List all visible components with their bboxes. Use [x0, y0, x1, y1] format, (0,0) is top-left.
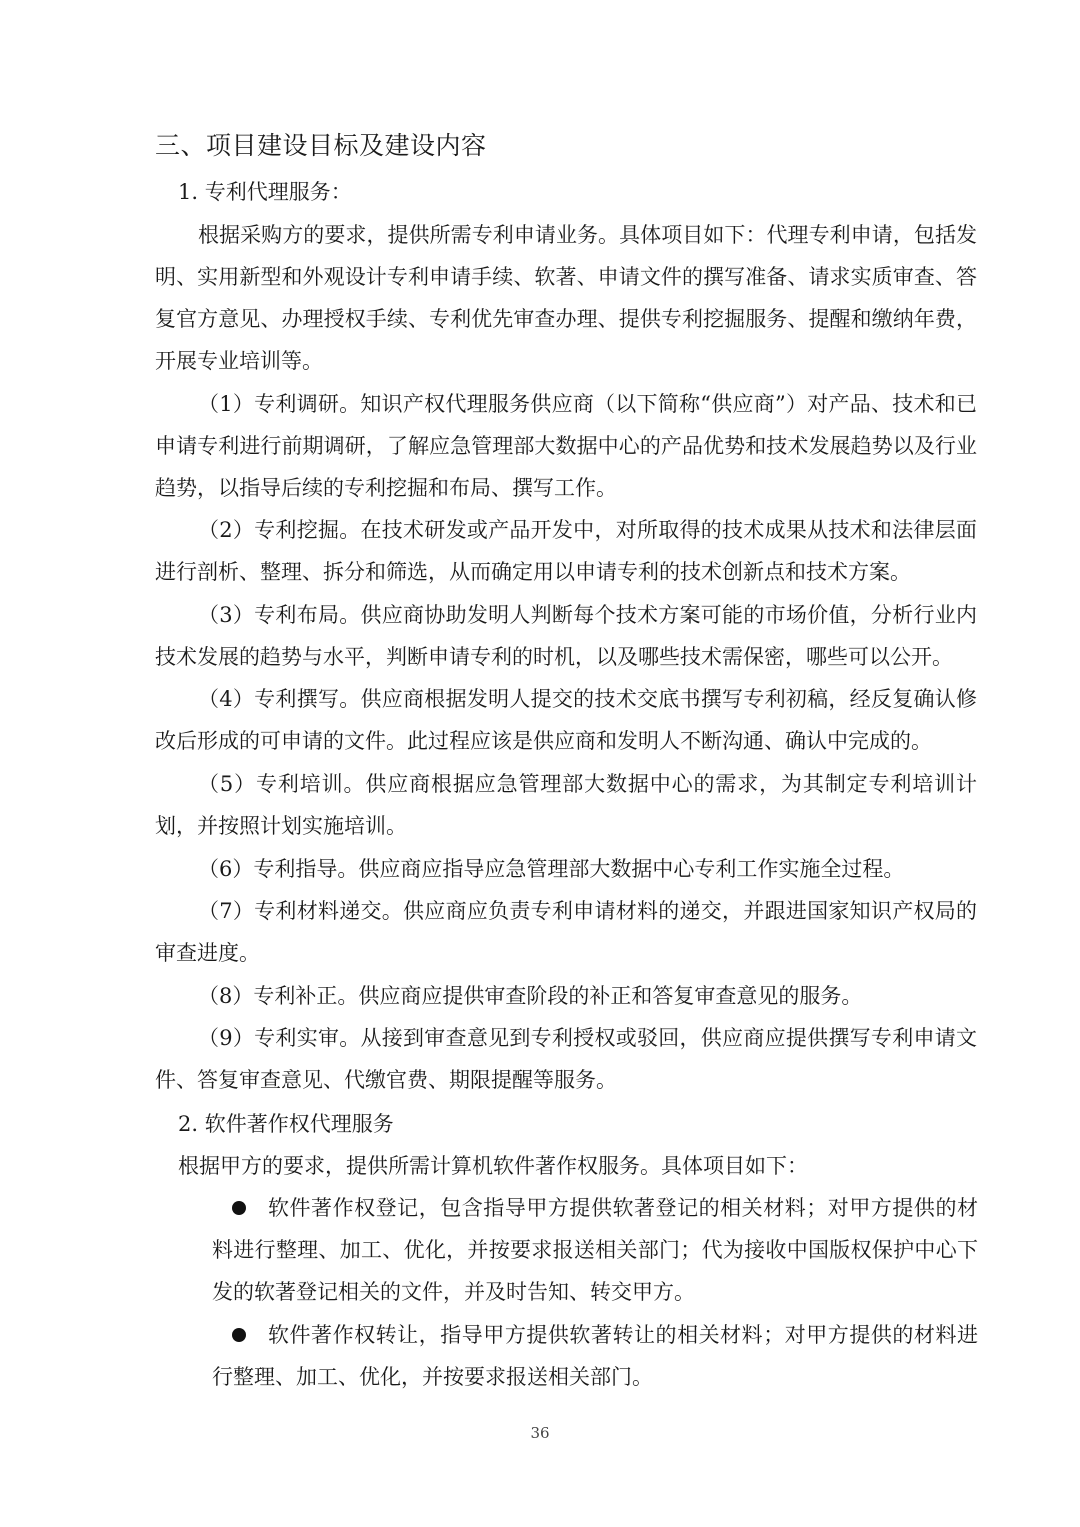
- bullet-item-1: 软件著作权登记，包含指导甲方提供软著登记的相关材料；对甲方提供的材料进行整理、加工、优化，并按要求报送相关部门；代为接收中国版权保护中心下发的软著登记相关的文件，并及时告知、转交甲方。: [212, 1196, 978, 1304]
- section1-intro: 根据采购方的要求，提供所需专利申请业务。具体项目如下：代理专利申请，包括发明、实用新型和外观设计专利申请手续、软著、申请文件的撰写准备、请求实质审查、答复官方意见、办理授权手续、专利优先审查办理、提供专利挖掘服务、提醒和缴纳年费，开展专业培训等。: [155, 223, 977, 373]
- paragraph-item-3: （3）专利布局。供应商协助发明人判断每个技术方案可能的市场价值，分析行业内技术发展的趋势与水平，判断申请专利的时机，以及哪些技术需保密，哪些可以公开。: [155, 603, 977, 669]
- section-heading: 三、项目建设目标及建设内容: [155, 131, 487, 160]
- paragraph-item-5: （5）专利培训。供应商根据应急管理部大数据中心的需求，为其制定专利培训计划，并按照计划实施培训。: [155, 772, 977, 838]
- paragraph-item-4: （4）专利撰写。供应商根据发明人提交的技术交底书撰写专利初稿，经反复确认修改后形成的可申请的文件。此过程应该是供应商和发明人不断沟通、确认中完成的。: [155, 687, 977, 753]
- paragraph-item-8: （8）专利补正。供应商应提供审查阶段的补正和答复审查意见的服务。: [198, 984, 863, 1008]
- paragraph-item-7: （7）专利材料递交。供应商应负责专利申请材料的递交，并跟进国家知识产权局的审查进度。: [155, 899, 977, 965]
- bullet-item-2: 软件著作权转让，指导甲方提供软著转让的相关材料；对甲方提供的材料进行整理、加工、优化，并按要求报送相关部门。: [212, 1323, 978, 1389]
- section2-title: 2. 软件著作权代理服务: [178, 1112, 394, 1136]
- section1-title: 1. 专利代理服务：: [178, 180, 352, 204]
- section2-intro: 根据甲方的要求，提供所需计算机软件著作权服务。具体项目如下：: [178, 1154, 808, 1178]
- page-number: 36: [530, 1424, 550, 1442]
- paragraph-item-9: （9）专利实审。从接到审查意见到专利授权或驳回，供应商应提供撰写专利申请文件、答复审查意见、代缴官费、期限提醒等服务。: [155, 1026, 977, 1092]
- paragraph-item-1: （1）专利调研。知识产权代理服务供应商（以下简称“供应商”）对产品、技术和已申请专利进行前期调研，了解应急管理部大数据中心的产品优势和技术发展趋势以及行业趋势，以指导后续的专利挖掘和布局、撰写工作。: [155, 392, 977, 500]
- paragraph-item-6: （6）专利指导。供应商应指导应急管理部大数据中心专利工作实施全过程。: [198, 857, 905, 881]
- paragraph-item-2: （2）专利挖掘。在技术研发或产品开发中，对所取得的技术成果从技术和法律层面进行剖析、整理、拆分和筛选，从而确定用以申请专利的技术创新点和技术方案。: [155, 518, 977, 584]
